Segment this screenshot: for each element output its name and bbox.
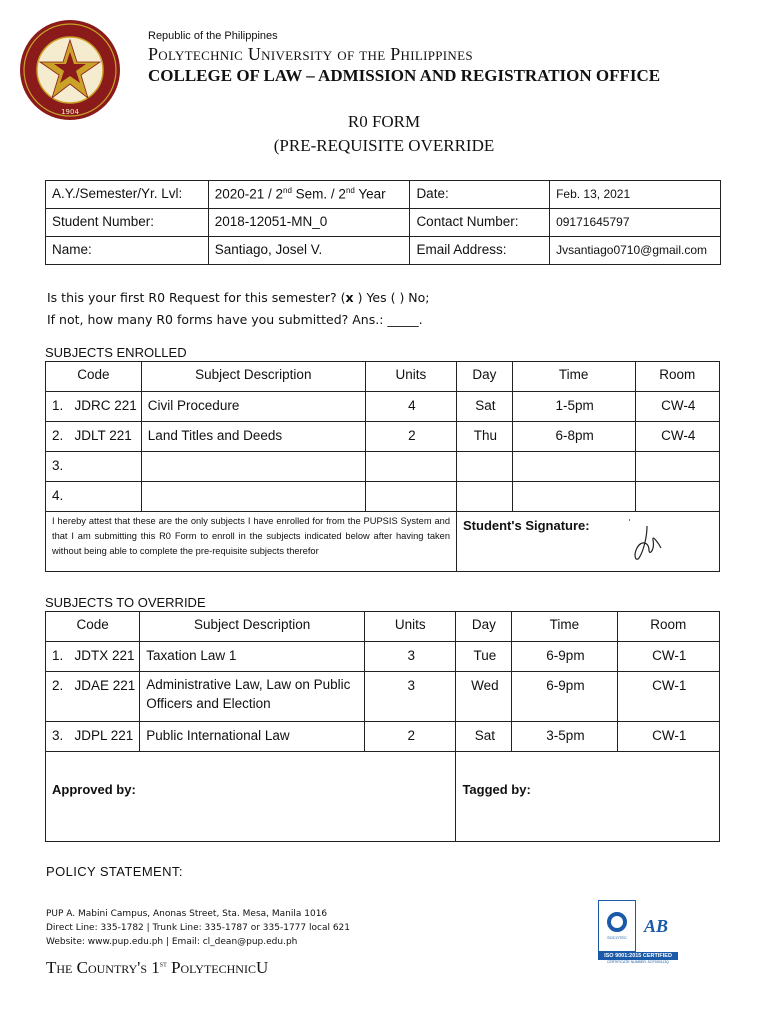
forms-submitted-question: If not, how many R0 forms have you submitted? Ans.: _____. (47, 312, 423, 327)
university-name: Polytechnic University of the Philippines (148, 44, 473, 64)
cell-room (635, 452, 719, 482)
cell-units (365, 452, 456, 482)
college-office-name: COLLEGE OF LAW – ADMISSION AND REGISTRATION OFFICE (148, 66, 661, 85)
subjects-override-title: SUBJECTS TO OVERRIDE (45, 595, 206, 610)
date-value: Feb. 13, 2021 (550, 181, 721, 209)
ay-value: 2020-21 / 2nd Sem. / 2nd Year (208, 181, 410, 209)
column-header: Room (617, 612, 719, 642)
column-header: Units (365, 362, 456, 392)
ay-label: A.Y./Semester/Yr. Lvl: (46, 181, 209, 209)
approved-by-label: Approved by: (46, 752, 456, 842)
contact-number-value: 09171645797 (550, 209, 721, 237)
cell-time: 6-8pm (512, 422, 635, 452)
subjects-enrolled-title: SUBJECTS ENROLLED (45, 345, 187, 360)
signature-cell (457, 512, 720, 572)
tagged-by-label: Tagged by: (456, 752, 720, 842)
cell-units: 4 (365, 392, 456, 422)
cell-day (457, 452, 513, 482)
cell-time: 1-5pm (512, 392, 635, 422)
iso-cert-number: CERTIFICATE NUMBER: SCP000113Q (606, 960, 670, 964)
table-header-row (46, 612, 720, 642)
signature-label: Student's Signature: (463, 518, 590, 533)
name-label: Name: (46, 237, 209, 265)
cell-day: Wed (456, 672, 512, 722)
footer-address: PUP A. Mabini Campus, Anonas Street, Sta. Mesa, Manila 1016 (46, 909, 328, 919)
cell-room: CW-4 (635, 392, 719, 422)
footer-web: Website: www.pup.edu.ph | Email: cl_dean@pup.edu.ph (46, 937, 298, 947)
socotec-logo: SOCOTEC (598, 900, 636, 952)
attestation-row (46, 512, 720, 572)
cell-day (457, 482, 513, 512)
subjects-enrolled-table (45, 361, 720, 572)
table-row (46, 672, 720, 722)
column-header: Subject Description (140, 612, 365, 642)
attestation-text: I hereby attest that these are the only subjects I have enrolled for from the PUPSIS System and that I am submitting this R0 Form to enroll in the subjects indicated below after having taken without being able to complete the pre-requisite subjects therefor (46, 512, 457, 572)
cell-description (141, 452, 365, 482)
cell-code: 3. JDPL 221 (46, 722, 140, 752)
seal-year: 1904 (61, 108, 79, 116)
cell-units: 3 (365, 642, 456, 672)
signature-scribble-icon (625, 518, 665, 562)
cell-code: 4. (46, 482, 142, 512)
column-header: Room (635, 362, 719, 392)
column-header: Code (46, 362, 142, 392)
table-row (46, 422, 720, 452)
email-label: Email Address: (410, 237, 550, 265)
cell-units: 3 (365, 672, 456, 722)
ab-accreditation-logo: AB (643, 915, 668, 936)
table-row (46, 642, 720, 672)
table-row (46, 482, 720, 512)
cell-description: Administrative Law, Law on Public Officers and Election (140, 672, 365, 722)
republic-label: Republic of the Philippines (148, 30, 278, 42)
cell-units: 2 (365, 422, 456, 452)
cell-day: Tue (456, 642, 512, 672)
cell-code: 1. JDRC 221 (46, 392, 142, 422)
cell-room: CW-1 (617, 722, 719, 752)
cell-room (635, 482, 719, 512)
cell-description (141, 482, 365, 512)
name-value: Santiago, Josel V. (208, 237, 410, 265)
column-header: Time (512, 612, 617, 642)
table-row (46, 722, 720, 752)
approval-row (46, 752, 720, 842)
cell-room: CW-1 (617, 672, 719, 722)
cell-units: 2 (365, 722, 456, 752)
cell-units (365, 482, 456, 512)
table-row (46, 392, 720, 422)
cell-description: Taxation Law 1 (140, 642, 365, 672)
student-number-value: 2018-12051-MN_0 (208, 209, 410, 237)
student-number-label: Student Number: (46, 209, 209, 237)
column-header: Subject Description (141, 362, 365, 392)
cell-code: 1. JDTX 221 (46, 642, 140, 672)
first-request-question: Is this your first R0 Request for this semester? (x ) Yes ( ) No; (47, 290, 430, 305)
column-header: Day (457, 362, 513, 392)
form-subtitle: (PRE-REQUISITE OVERRIDE (273, 136, 495, 155)
subjects-override-table (45, 611, 720, 842)
date-label: Date: (410, 181, 550, 209)
email-value: Jvsantiago0710@gmail.com (550, 237, 721, 265)
cell-description: Civil Procedure (141, 392, 365, 422)
cell-code: 2. JDAE 221 (46, 672, 140, 722)
university-seal-logo (18, 18, 122, 122)
cell-room: CW-4 (635, 422, 719, 452)
footer-tagline: The Country's 1st PolytechnicU (46, 958, 269, 977)
cell-code: 2. JDLT 221 (46, 422, 142, 452)
table-header-row (46, 362, 720, 392)
cell-time: 6-9pm (512, 642, 617, 672)
contact-number-label: Contact Number: (410, 209, 550, 237)
column-header: Units (365, 612, 456, 642)
cell-time: 3-5pm (512, 722, 617, 752)
iso-cert-label: ISO 9001:2015 CERTIFIED (598, 952, 678, 960)
cell-room: CW-1 (617, 642, 719, 672)
cell-description: Public International Law (140, 722, 365, 752)
cell-day: Sat (457, 392, 513, 422)
policy-statement-label: POLICY STATEMENT: (46, 864, 183, 879)
iso-certification-badge (598, 900, 678, 970)
cell-time: 6-9pm (512, 672, 617, 722)
yes-mark: x (345, 290, 354, 305)
student-info-table (45, 180, 721, 265)
cell-description: Land Titles and Deeds (141, 422, 365, 452)
cell-day: Thu (457, 422, 513, 452)
column-header: Day (456, 612, 512, 642)
table-row (46, 452, 720, 482)
cell-time (512, 482, 635, 512)
cell-day: Sat (456, 722, 512, 752)
footer-phones: Direct Line: 335-1782 | Trunk Line: 335-1787 or 335-1777 local 621 (46, 923, 351, 933)
cell-code: 3. (46, 452, 142, 482)
column-header: Code (46, 612, 140, 642)
cell-time (512, 452, 635, 482)
form-title: R0 FORM (347, 112, 421, 131)
column-header: Time (512, 362, 635, 392)
